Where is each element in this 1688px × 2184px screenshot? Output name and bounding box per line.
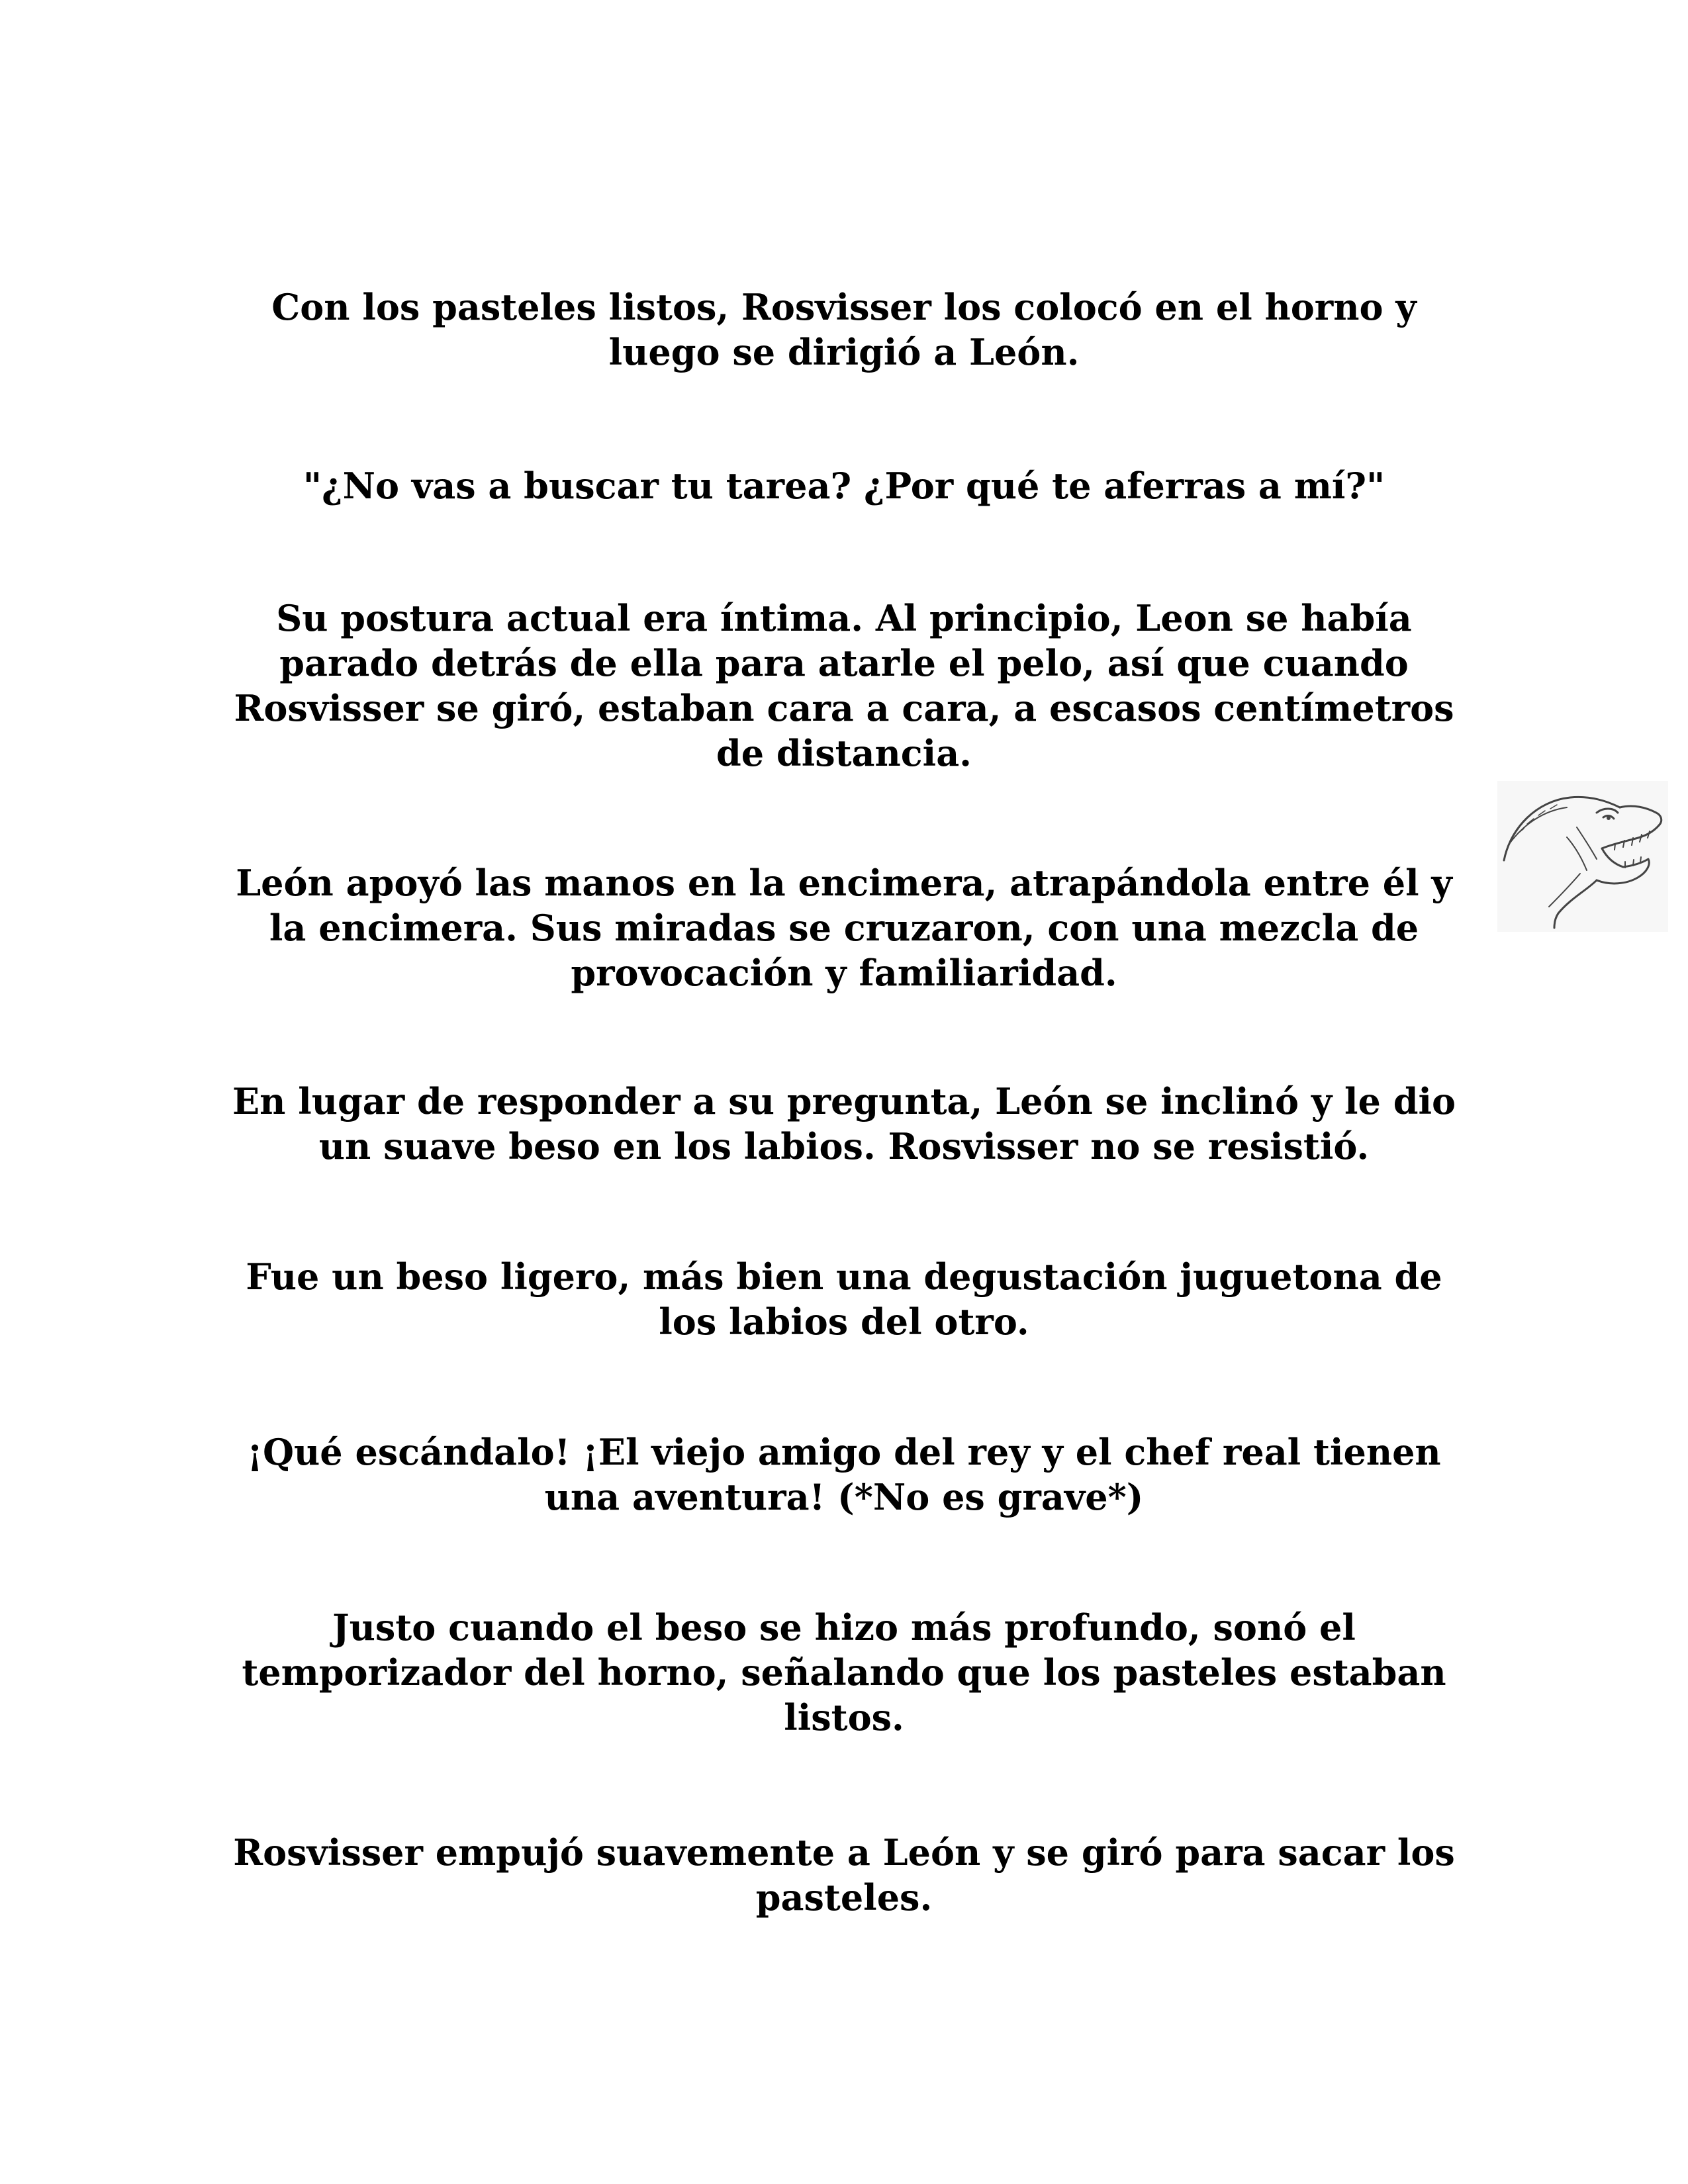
- paragraph-1: Con los pasteles listos, Rosvisser los colocó en el horno y luego se dirigió a León.: [271, 286, 1417, 373]
- paragraph-4: León apoyó las manos en la encimera, atrapándola entre él y la encimera. Sus miradas se cruzaron, con una mezcla de provocación y familiaridad.: [236, 862, 1452, 994]
- paragraph-5: En lugar de responder a su pregunta, León se inclinó y le dio un suave beso en los labios. Rosvisser no se resistió.: [232, 1080, 1456, 1167]
- paragraph-7: ¡Qué escándalo! ¡El viejo amigo del rey y el chef real tienen una aventura! (*No es grave*): [247, 1431, 1441, 1518]
- paragraph-9: Rosvisser empujó suavemente a León y se giró para sacar los pasteles.: [233, 1831, 1455, 1919]
- paragraph-8: Justo cuando el beso se hizo más profundo, sonó el temporizador del horno, señalando que los pasteles estaban listos.: [242, 1606, 1446, 1739]
- paragraph-2: "¿No vas a buscar tu tarea? ¿Por qué te aferras a mí?": [303, 465, 1385, 507]
- dinosaur-head-sketch-icon: [1497, 781, 1668, 932]
- paragraph-6: Fue un beso ligero, más bien una degustación juguetona de los labios del otro.: [246, 1255, 1442, 1343]
- paragraph-3: Su postura actual era íntima. Al principio, Leon se había parado detrás de ella para atarle el pelo, así que cuando Rosvisser se giró, estaban cara a cara, a escasos centímetros de distancia.: [234, 597, 1454, 774]
